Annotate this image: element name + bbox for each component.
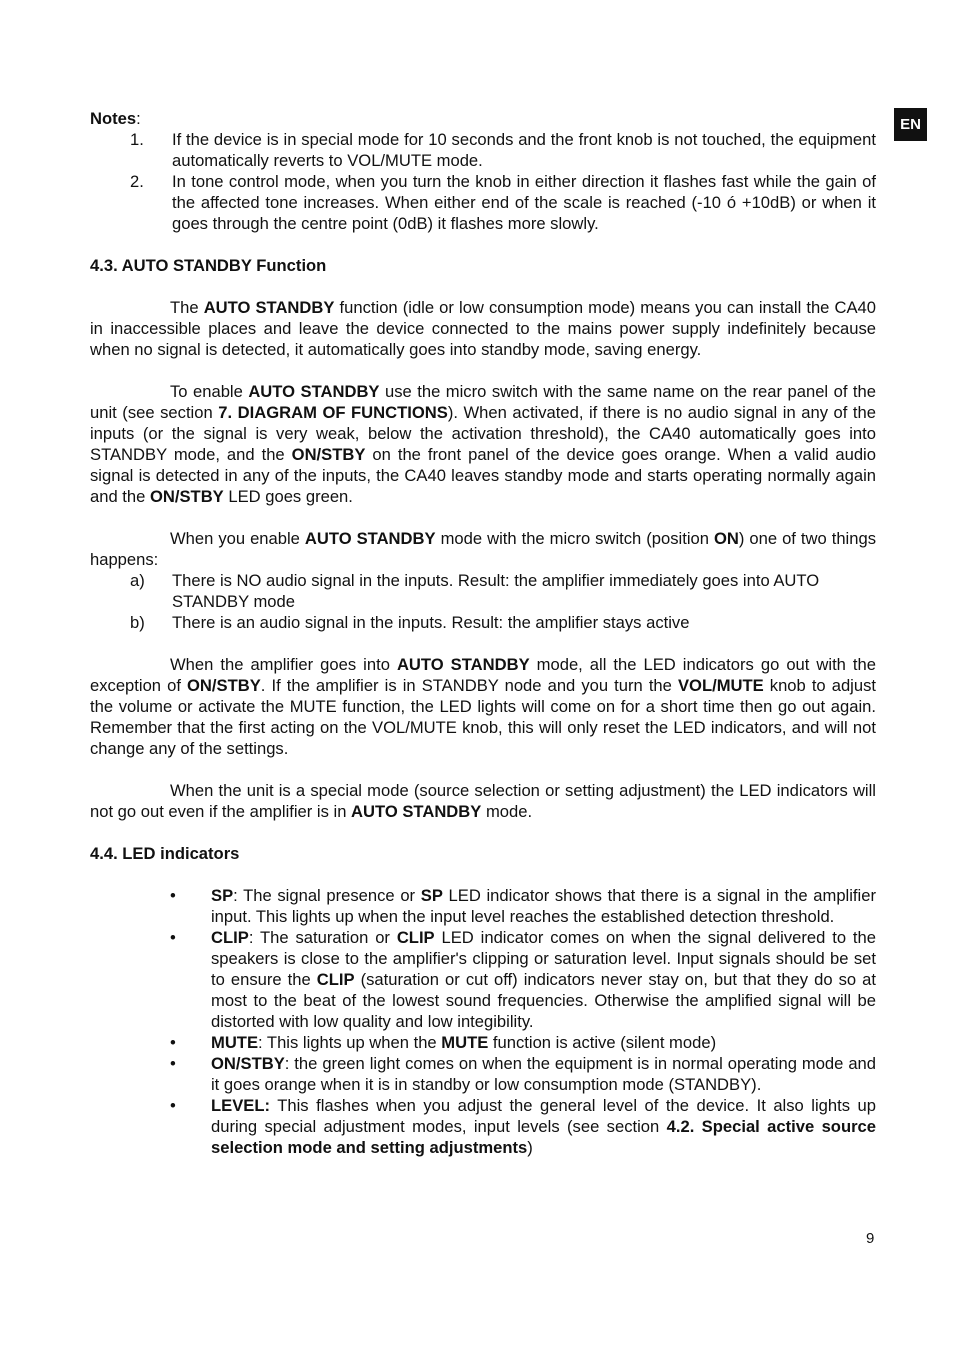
note-marker: 1. xyxy=(130,130,144,149)
notes-label: Notes xyxy=(90,109,137,128)
list-marker: b) xyxy=(130,613,145,632)
section-heading-auto-standby: 4.3. AUTO STANDBY Function xyxy=(90,256,327,275)
notes-heading: Notes: xyxy=(90,109,141,128)
led-item-onstby: • ON/STBY: the green light comes on when the equipment is in normal operating mode and it goes orange when it is in standby or low consumption mode (STANDBY). xyxy=(170,1054,876,1094)
page-number: 9 xyxy=(866,1230,875,1247)
list-marker: a) xyxy=(130,571,145,590)
note-item xyxy=(90,129,876,171)
note-marker: 2. xyxy=(130,172,144,191)
bullet-icon: • xyxy=(170,928,176,947)
section-heading-led-indicators: 4.4. LED indicators xyxy=(90,844,240,863)
led-list xyxy=(90,885,876,1158)
note-item xyxy=(90,171,876,234)
led-item-level: • LEVEL: This flashes when you adjust the general level of the device. It also lights up during special adjustment modes, input levels (see section 4.2. Special active source selection mode and setting adjustments) xyxy=(170,1096,876,1157)
bullet-icon: • xyxy=(170,1054,176,1073)
led-item-clip: • CLIP: The saturation or CLIP LED indicator comes on when the signal delivered to the speakers is close to the amplifier's clipping or saturation level. Input signals should be set to ensure the CLIP (saturation or cut off) indicators never stay on, but that they do so at most to the beat of the lowest sound frequencies. Otherwise the amplified signal will be distorted with low quality and low integibility. xyxy=(170,928,877,1031)
bullet-icon: • xyxy=(170,1033,176,1052)
paragraph: To enable AUTO STANDBY use the micro switch with the same name on the rear panel of the unit (see section 7. DIAGRAM OF FUNCTIONS). When activated, if there is no audio signal in any of the inputs (or the signal is very weak, below the activation threshold), the CA40 automatically goes into STANDBY mode, and the ON/STBY on the front panel of the device goes orange. When a valid audio signal is detected in any of the inputs, the CA40 leaves standby mode and starts operating normally again and the ON/STBY LED goes green. xyxy=(90,382,876,506)
language-badge: EN xyxy=(894,108,927,141)
note-text: If the device is in special mode for 10 seconds and the front knob is not touched, the equipment automatically reverts to VOL/MUTE mode. xyxy=(172,130,876,170)
paragraph: When the unit is a special mode (source selection or setting adjustment) the LED indicators will not go out even if the amplifier is in AUTO STANDBY mode. xyxy=(90,781,876,821)
document-body xyxy=(90,108,876,1158)
paragraph: When you enable AUTO STANDBY mode with the micro switch (position ON) one of two things happens: xyxy=(90,529,877,569)
paragraph: When the amplifier goes into AUTO STANDBY mode, all the LED indicators go out with the exception of ON/STBY. If the amplifier is in STANDBY node and you turn the VOL/MUTE knob to adjust the volume or activate the MUTE function, the LED lights will come on for a short time then go out again. Remember that the first acting on the VOL/MUTE knob, this will only reset the LED indicators, and will not change any of the settings. xyxy=(90,655,877,758)
list-item: a) There is NO audio signal in the inputs. Result: the amplifier immediately goes into AUTO STANDBY mode xyxy=(130,571,820,611)
list-item: b) There is an audio signal in the inputs. Result: the amplifier stays active xyxy=(130,613,690,632)
notes-list xyxy=(90,129,876,234)
paragraph: The AUTO STANDBY function (idle or low consumption mode) means you can install the CA40 in inaccessible places and leave the device connected to the mains power supply indefinitely because when no signal is detected, it automatically goes into standby mode, saving energy. xyxy=(90,298,876,359)
options-list xyxy=(90,570,876,633)
bullet-icon: • xyxy=(170,1096,176,1115)
bullet-icon: • xyxy=(170,886,176,905)
note-text: In tone control mode, when you turn the knob in either direction it flashes fast while the gain of the affected tone increases. When either end of the scale is reached (-10 ó +10dB) or when it goes through the centre point (0dB) it flashes more slowly. xyxy=(172,172,876,233)
led-item-mute: • MUTE: This lights up when the MUTE function is active (silent mode) xyxy=(170,1033,717,1052)
led-item-sp: • SP: The signal presence or SP LED indicator shows that there is a signal in the amplifier input. This lights up when the input level reaches the established detection threshold. xyxy=(170,886,876,926)
